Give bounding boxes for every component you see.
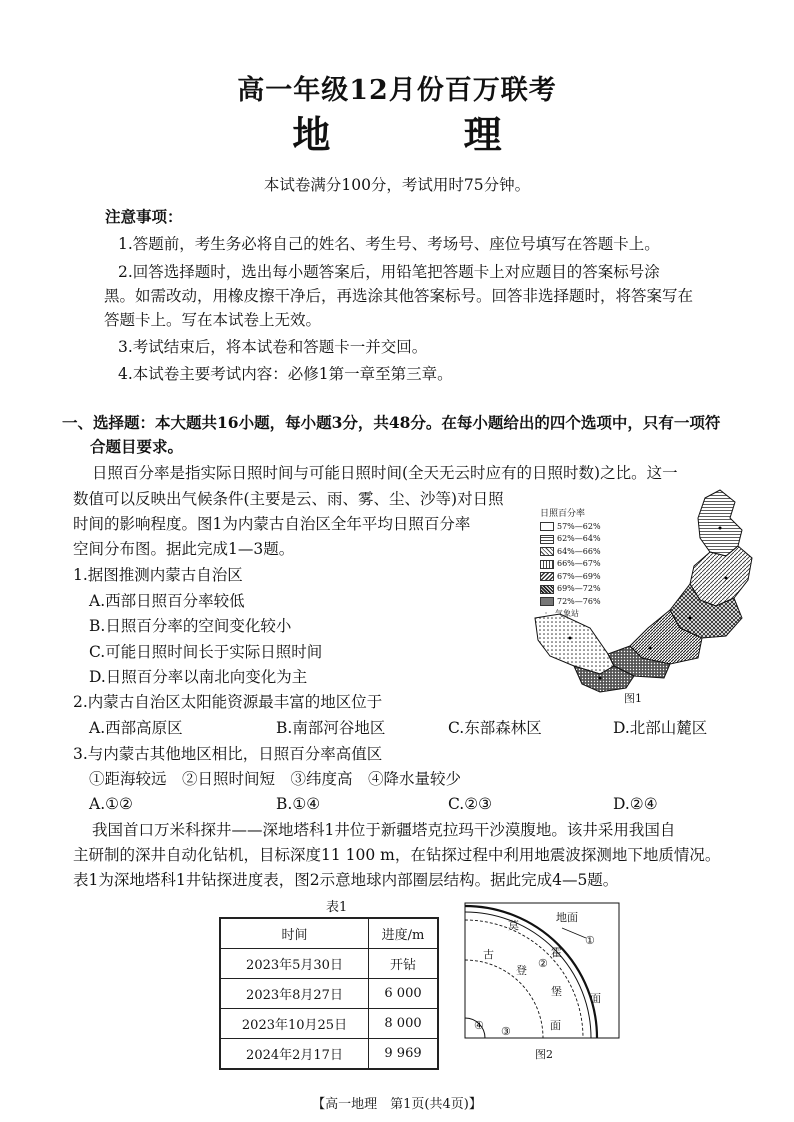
notice-item: 答题卡上。写在本试卷上无效。 bbox=[104, 311, 322, 329]
label-gutenberg-3: 堡 bbox=[551, 985, 562, 998]
passage1-line: 空间分布图。据此完成1—3题。 bbox=[73, 540, 295, 558]
q2-stem: 2.内蒙古自治区太阳能资源最丰富的地区位于 bbox=[73, 693, 383, 711]
table-cell: 开钻 bbox=[369, 949, 439, 979]
q3-option-b: B.①④ bbox=[276, 795, 321, 813]
legend-item: 62%—64% bbox=[540, 533, 601, 546]
table-header: 进度/m bbox=[369, 918, 439, 949]
label-moho-3: 面 bbox=[590, 992, 601, 1005]
table1 bbox=[219, 917, 439, 1070]
notice-item: 2.回答选择题时，选出每小题答案后，用铅笔把答题卡上对应题目的答案标号涂 bbox=[118, 263, 660, 281]
table-row bbox=[220, 1009, 438, 1039]
label-gutenberg-4: 面 bbox=[550, 1019, 561, 1032]
notice-item: 3.考试结束后，将本试卷和答题卡一并交回。 bbox=[118, 338, 428, 356]
label-gutenberg-2: 登 bbox=[516, 964, 527, 977]
q3-choices: ①距海较远 ②日照时间短 ③纬度高 ④降水量较少 bbox=[89, 770, 462, 788]
q3-option-c: C.②③ bbox=[448, 795, 493, 813]
subject-title: 地 理 bbox=[292, 112, 562, 157]
passage2-line: 表1为深地塔科1井钻探进度表，图2示意地球内部圈层结构。据此完成4—5题。 bbox=[73, 871, 619, 889]
exam-info: 本试卷满分100分，考试用时75分钟。 bbox=[263, 176, 531, 194]
table-row bbox=[220, 949, 438, 979]
q3-stem: 3.与内蒙古其他地区相比，日照百分率高值区 bbox=[73, 745, 383, 763]
table-cell: 9 969 bbox=[369, 1039, 439, 1070]
table-cell: 2023年10月25日 bbox=[220, 1009, 369, 1039]
label-layer-4: ④ bbox=[474, 1019, 484, 1032]
table-cell: 8 000 bbox=[369, 1009, 439, 1039]
table-row bbox=[220, 1039, 438, 1070]
passage1-line: 数值可以反映出气候条件(主要是云、雨、雾、尘、沙等)对日照 bbox=[73, 490, 504, 508]
notice-item: 黑。如需改动，用橡皮擦干净后，再选涂其他答案标号。回答非选择题时，将答案写在 bbox=[104, 287, 694, 305]
table-cell: 2024年2月17日 bbox=[220, 1039, 369, 1070]
exam-title: 高一年级12月份百万联考 bbox=[237, 75, 557, 106]
page-footer: 【高一地理 第1页(共4页)】 bbox=[312, 1097, 482, 1112]
q2-option-b: B.南部河谷地区 bbox=[276, 719, 386, 737]
q1-option-d: D.日照百分率以南北向变化为主 bbox=[89, 668, 308, 686]
legend-item: 57%—62% bbox=[540, 521, 601, 534]
q2-option-a: A.西部高原区 bbox=[89, 719, 183, 737]
legend-item: · 气象站 bbox=[544, 609, 579, 618]
legend-item: 66%—67% bbox=[540, 558, 601, 571]
figure2-earth-layers bbox=[462, 900, 622, 1042]
passage2-line: 我国首口万米科探井——深地塔科1井位于新疆塔克拉玛干沙漠腹地。该井采用我国自 bbox=[92, 821, 676, 839]
table-header: 时间 bbox=[220, 918, 369, 949]
table-cell: 2023年5月30日 bbox=[220, 949, 369, 979]
figure1-caption: 图1 bbox=[624, 692, 642, 705]
legend-item: 69%—72% bbox=[540, 583, 601, 596]
earth-structure-diagram-icon bbox=[462, 900, 622, 1042]
passage1-line: 时间的影响程度。图1为内蒙古自治区全年平均日照百分率 bbox=[73, 515, 471, 533]
passage2-line: 主研制的深井自动化钻机，目标深度11 100 m，在钻探过程中利用地震波探测地下地质情况。 bbox=[73, 846, 721, 864]
q3-option-a: A.①② bbox=[89, 795, 133, 813]
table-row bbox=[220, 979, 438, 1009]
q1-stem: 1.据图推测内蒙古自治区 bbox=[73, 566, 243, 584]
label-layer-1: ① bbox=[585, 934, 595, 947]
notice-item: 4.本试卷主要考试内容：必修1第一章至第三章。 bbox=[118, 365, 453, 383]
passage1-line: 日照百分率是指实际日照时间与可能日照时间(全天无云时应有的日照时数)之比。这一 bbox=[92, 464, 678, 482]
q3-option-d: D.②④ bbox=[613, 795, 658, 813]
notice-item: 1.答题前，考生务必将自己的姓名、考生号、考场号、座位号填写在答题卡上。 bbox=[118, 235, 660, 253]
figure1-legend bbox=[540, 508, 601, 621]
table-cell: 2023年8月27日 bbox=[220, 979, 369, 1009]
table-cell: 6 000 bbox=[369, 979, 439, 1009]
q2-option-c: C.东部森林区 bbox=[448, 719, 542, 737]
legend-item: 67%—69% bbox=[540, 571, 601, 584]
section-heading-cont: 合题目要求。 bbox=[90, 437, 184, 456]
label-moho-1: 莫 bbox=[508, 919, 519, 932]
legend-item: 72%—76% bbox=[540, 596, 601, 609]
label-gutenberg-1: 古 bbox=[483, 948, 494, 961]
label-moho-2: 霍 bbox=[551, 946, 562, 959]
legend-item: 64%—66% bbox=[540, 546, 601, 559]
q2-option-d: D.北部山麓区 bbox=[613, 719, 708, 737]
q1-option-c: C.可能日照时间长于实际日照时间 bbox=[89, 643, 323, 661]
figure2-caption: 图2 bbox=[535, 1048, 553, 1061]
legend-title: 日照百分率 bbox=[540, 509, 586, 519]
label-layer-2: ② bbox=[538, 957, 548, 970]
notice-heading: 注意事项： bbox=[105, 207, 183, 226]
q1-option-a: A.西部日照百分率较低 bbox=[89, 592, 245, 610]
label-surface: 地面 bbox=[556, 911, 578, 924]
q1-option-b: B.日照百分率的空间变化较小 bbox=[89, 617, 292, 635]
section-heading: 一、选择题：本大题共16小题，每小题3分，共48分。在每小题给出的四个选项中，只有一项符 bbox=[62, 413, 721, 432]
table1-caption: 表1 bbox=[326, 900, 348, 915]
label-layer-3: ③ bbox=[501, 1025, 511, 1038]
